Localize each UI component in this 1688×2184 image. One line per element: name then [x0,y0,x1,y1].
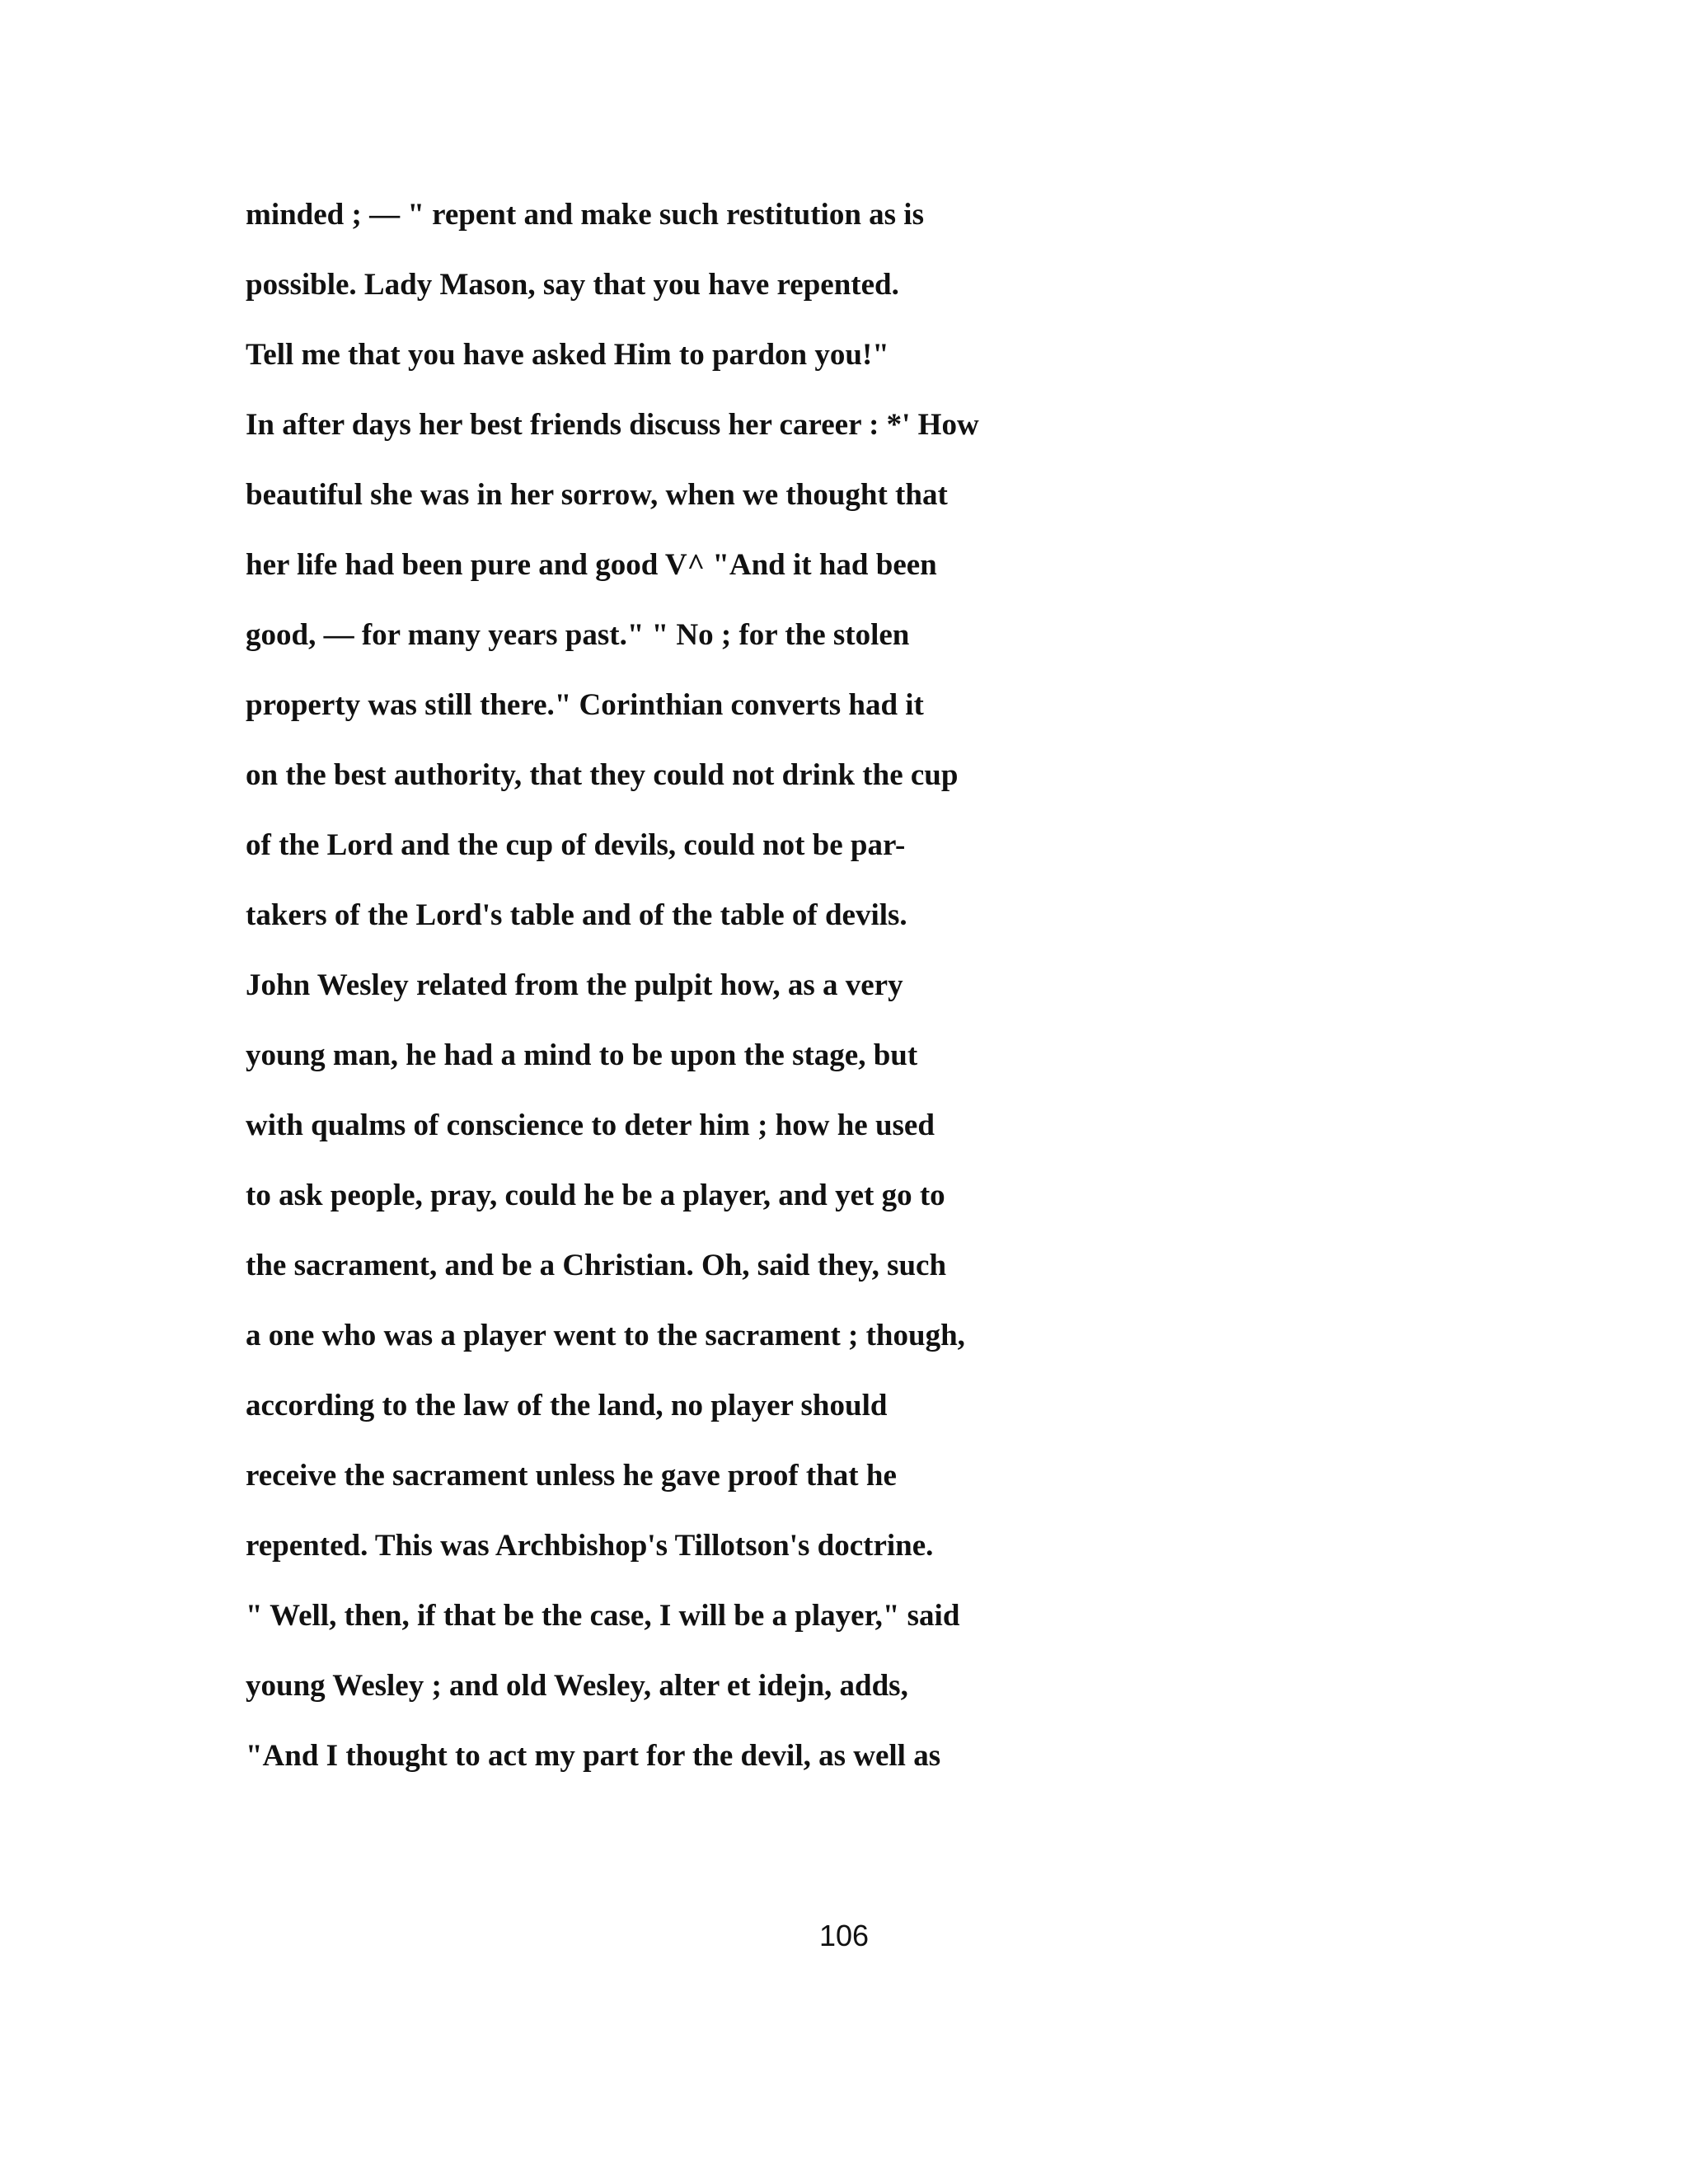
text-line: property was still there." Corinthian converts had it [246,688,924,722]
text-line: young Wesley ; and old Wesley, alter et idejn, adds, [246,1669,908,1703]
text-line: the sacrament, and be a Christian. Oh, said they, such [246,1249,947,1282]
text-line: a one who was a player went to the sacrament ; though, [246,1319,965,1352]
text-line: on the best authority, that they could not drink the cup [246,758,959,792]
text-line: "And I thought to act my part for the devil, as well as [246,1739,941,1773]
body-text [246,186,1482,1797]
text-line: her life had been pure and good V^ "And it had been [246,548,937,582]
text-line: young man, he had a mind to be upon the stage, but [246,1038,918,1072]
text-line: takers of the Lord's table and of the table of devils. [246,898,907,932]
text-line: good, — for many years past." " No ; for the stolen [246,618,910,652]
text-line: Tell me that you have asked Him to pardon you!" [246,338,889,372]
text-line: repented. This was Archbishop's Tillotson's doctrine. [246,1529,934,1563]
text-line: with qualms of conscience to deter him ; how he used [246,1108,935,1142]
text-line: " Well, then, if that be the case, I will be a player," said [246,1599,960,1633]
text-line: John Wesley related from the pulpit how, as a very [246,968,903,1002]
page-number: 106 [818,1919,870,1952]
text-line: receive the sacrament unless he gave proof that he [246,1459,897,1493]
text-line: according to the law of the land, no player should [246,1389,888,1422]
text-line: possible. Lady Mason, say that you have repented. [246,268,899,302]
text-line: beautiful she was in her sorrow, when we thought that [246,478,948,512]
text-line: minded ; — " repent and make such restitution as is [246,198,924,232]
text-line: to ask people, pray, could he be a player, and yet go to [246,1179,945,1212]
text-line: of the Lord and the cup of devils, could not be par- [246,828,906,862]
text-line: In after days her best friends discuss her career : *' How [246,408,979,442]
